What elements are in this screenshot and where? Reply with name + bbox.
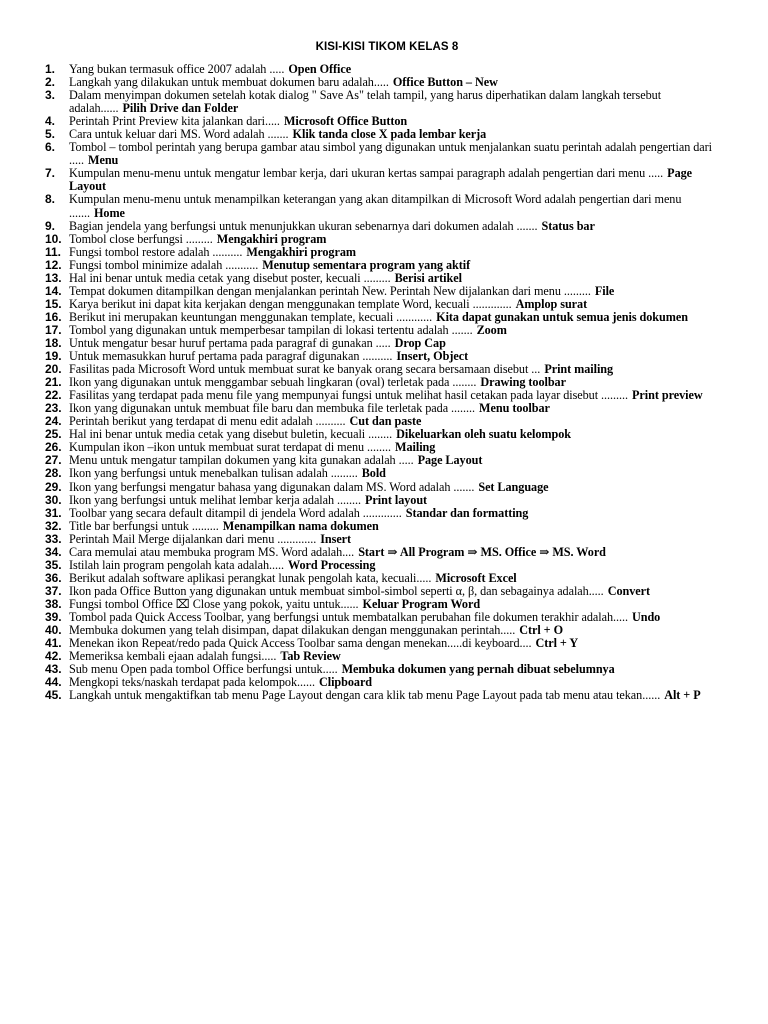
question-number: 14. [45,283,62,298]
answer-text: Ctrl + O [519,623,564,638]
question-text: Fungsi tombol minimize adalah ........... [69,257,259,272]
question-text: Dalam menyimpan dokumen setelah kotak dialog " Save As" telah tampil, yang harus diperhatikan dalam langkah tersebut adalah...... [69,88,662,116]
answer-text: Start ⇒ All Program ⇒ MS. Office ⇒ MS. Word [358,544,606,559]
question-text: Kumpulan menu-menu untuk mengatur lembar kerja, dari ukuran kertas sampai paragraph adalah pengertian dari menu ..... [69,166,664,181]
answer-text: Print preview [632,388,703,403]
question-text: Istilah lain program pengolah kata adalah..... [69,557,284,572]
answer-text: Menutup sementara program yang aktif [262,257,471,272]
answer-text: Drawing toolbar [480,375,566,390]
question-text: Tempat dokumen ditampilkan dengan menjalankan perintah New. Perintah New dijalankan dari menu ......... [69,283,591,298]
question-number: 18. [45,335,62,350]
question-number: 2. [45,75,55,90]
question-text: Ikon yang digunakan untuk membuat file baru dan membuka file terletak pada ........ [69,401,476,416]
question-text: Toolbar yang secara default ditampil di jendela Word adalah ............. [69,505,402,520]
question-number: 6. [45,140,55,155]
question-text: Berikut adalah software aplikasi perangkat lunak pengolah kata, kecuali..... [69,570,432,585]
question-text: Berikut ini merupakan keuntungan menggunakan template, kecuali ............ [69,309,433,324]
question-text: Ikon yang digunakan untuk menggambar sebuah lingkaran (oval) terletak pada ........ [69,375,477,390]
question-number: 1. [45,62,55,76]
question-number: 40. [45,623,62,638]
question-number: 38. [45,596,62,611]
question-number: 45. [45,688,62,703]
answer-text: Bold [361,466,386,481]
question-text: Tombol yang digunakan untuk memperbesar tampilan di lokasi tertentu adalah ....... [69,322,473,337]
question-text: Ikon pada Office Button yang digunakan untuk membuat simbol-simbol seperti α, β, dan sebagainya adalah..... [69,583,604,598]
question-number: 3. [45,88,55,103]
question-number: 11. [45,244,61,259]
question-text: Mengkopi teks/naskah terdapat pada kelompok...... [69,675,315,690]
answer-text: Menu toolbar [479,401,550,416]
question-number: 36. [45,570,62,585]
question-number: 21. [45,375,62,390]
question-text: Perintah Print Preview kita jalankan dari..... [69,114,280,129]
answer-text: Clipboard [318,675,373,690]
answer-text: Mengakhiri program [216,231,327,246]
question-text: Ikon yang berfungsi mengatur bahasa yang digunakan dalam MS. Word adalah ....... [69,479,475,494]
question-text: Tombol pada Quick Access Toolbar, yang berfungsi untuk membatalkan perubahan file dokumen terakhir adalah..... [69,609,628,624]
document-title: KISI-KISI TIKOM KELAS 8 [315,41,459,53]
question-number: 20. [45,362,62,377]
answer-text: Ctrl + Y [535,636,579,651]
question-number: 22. [45,388,62,403]
question-text: Membuka dokumen yang telah disimpan, dapat dilakukan dengan menggunakan perintah..... [69,623,516,638]
question-text: Kumpulan ikon –ikon untuk membuat surat terdapat di menu ........ [69,440,392,455]
question-number: 16. [45,309,62,324]
answer-text: File [594,283,615,298]
question-text: Yang bukan termasuk office 2007 adalah ..... [69,62,285,76]
question-text: Fungsi tombol Office ⌧ Close yang pokok, yaitu untuk...... [69,596,359,611]
answer-text: Set Language [478,479,549,494]
question-number: 5. [45,127,55,142]
answer-text: Menu [88,153,119,168]
question-text: Ikon yang berfungsi untuk melihat lembar kerja adalah ........ [69,492,362,507]
question-number: 15. [45,296,62,311]
question-item [18,89,728,115]
answer-text: Mailing [395,440,436,455]
question-number: 28. [45,466,62,481]
question-text: Fungsi tombol restore adalah .......... [69,244,243,259]
question-text: Hal ini benar untuk media cetak yang disebut buletin, kecuali ........ [69,427,393,442]
question-number: 23. [45,401,62,416]
answer-text: Amplop surat [515,296,588,311]
answer-text: Drop Cap [394,335,446,350]
question-text: Tombol close berfungsi ......... [69,231,213,246]
question-number: 24. [45,414,62,429]
question-number: 7. [45,166,55,181]
answer-text: Zoom [476,322,507,337]
answer-text: Page Layout [417,453,483,468]
question-text: Tombol – tombol perintah yang berupa gambar atau simbol yang digunakan untuk menjalankan suatu perintah adalah pengertian dari ..... [69,140,712,168]
question-number: 37. [45,583,62,598]
answer-text: Open Office [288,62,352,76]
question-number: 17. [45,322,62,337]
question-text: Bagian jendela yang berfungsi untuk menunjukkan ukuran sebenarnya dari dokumen adalah ....... [69,218,538,233]
answer-text: Microsoft Office Button [283,114,408,129]
answer-text: Page Layout [69,166,693,194]
question-text: Menekan ikon Repeat/redo pada Quick Access Toolbar sama dengan menekan.....di keyboard.... [69,636,532,651]
question-number: 19. [45,349,62,364]
question-number: 8. [45,192,55,207]
question-text: Menu untuk mengatur tampilan dokumen yang kita gunakan adalah ..... [69,453,414,468]
question-text: Fasilitas yang terdapat pada menu file yang mempunyai fungsi untuk melihat hasil cetakan pada layar disebut ......... [69,388,629,403]
question-text: Untuk memasukkan huruf pertama pada paragraf digunakan .......... [69,349,393,364]
question-text: Langkah untuk mengaktifkan tab menu Page Layout dengan cara klik tab menu Page Layout pada tab menu atau tekan...... [69,688,661,703]
answer-text: Standar dan formatting [405,505,529,520]
question-text: Perintah berikut yang terdapat di menu edit adalah .......... [69,414,346,429]
question-text: Untuk mengatur besar huruf pertama pada paragraf di gunakan ..... [69,335,391,350]
question-text: Fasilitas pada Microsoft Word untuk membuat surat ke banyak orang secara bersamaan disebut ... [69,362,541,377]
question-item [18,689,728,702]
answer-text: Insert, Object [396,349,469,364]
answer-text: Cut dan paste [349,414,422,429]
question-text: Perintah Mail Merge dijalankan dari menu ............. [69,531,317,546]
answer-text: Menampilkan nama dokumen [222,518,379,533]
answer-text: Mengakhiri program [246,244,356,259]
question-number: 9. [45,218,55,233]
question-number: 44. [45,675,62,690]
answer-text: Word Processing [287,557,376,572]
answer-text: Alt + P [664,688,701,703]
question-text: Kumpulan menu-menu untuk menampilkan keterangan yang akan ditampilkan di Microsoft Word adalah pengertian dari menu ....... [69,192,682,220]
question-number: 31. [45,505,62,520]
question-number: 27. [45,453,62,468]
question-text: Ikon yang berfungsi untuk menebalkan tulisan adalah ......... [69,466,358,481]
answer-text: Print layout [365,492,428,507]
answer-text: Office Button – New [392,75,498,90]
answer-text: Kita dapat gunakan untuk semua jenis dokumen [436,309,688,324]
answer-text: Home [93,205,125,220]
question-number: 35. [45,557,62,572]
answer-text: Dikeluarkan oleh suatu kelompok [396,427,571,442]
question-item [18,141,728,167]
answer-text: Convert [607,583,650,598]
question-number: 29. [45,479,62,494]
question-number: 34. [45,544,62,559]
question-item [18,193,728,219]
question-text: Hal ini benar untuk media cetak yang disebut poster, kecuali ......... [69,270,391,285]
answer-text: Membuka dokumen yang pernah dibuat sebelumnya [341,662,615,677]
question-number: 26. [45,440,62,455]
question-number: 10. [45,231,62,246]
question-number: 30. [45,492,62,507]
answer-text: Undo [631,609,661,624]
answer-text: Print mailing [544,362,614,377]
answer-text: Keluar Program Word [362,596,481,611]
answer-text: Pilih Drive dan Folder [122,101,239,116]
question-text: Cara untuk keluar dari MS. Word adalah ....... [69,127,289,142]
question-text: Cara memulai atau membuka program MS. Word adalah.... [69,544,355,559]
question-number: 4. [45,114,55,129]
answer-text: Berisi artikel [394,270,462,285]
question-list [18,63,728,702]
answer-text: Tab Review [280,649,341,664]
question-number: 39. [45,609,62,624]
question-number: 25. [45,427,62,442]
question-number: 43. [45,662,62,677]
question-number: 12. [45,257,62,272]
question-number: 41. [45,636,62,651]
question-text: Langkah yang dilakukan untuk membuat dokumen baru adalah..... [69,75,389,90]
question-text: Sub menu Open pada tombol Office berfungsi untuk..... [69,662,338,677]
answer-text: Microsoft Excel [435,570,517,585]
answer-text: Status bar [541,218,595,233]
question-text: Memeriksa kembali ejaan adalah fungsi..... [69,649,277,664]
question-text: Karya berikut ini dapat kita kerjakan dengan menggunakan template Word, kecuali ............. [69,296,512,311]
question-number: 33. [45,531,62,546]
question-item [18,167,728,193]
question-number: 42. [45,649,62,664]
question-number: 13. [45,270,62,285]
question-number: 32. [45,518,62,533]
question-text: Title bar berfungsi untuk ......... [69,518,219,533]
answer-text: Insert [320,531,352,546]
answer-text: Klik tanda close X pada lembar kerja [292,127,487,142]
